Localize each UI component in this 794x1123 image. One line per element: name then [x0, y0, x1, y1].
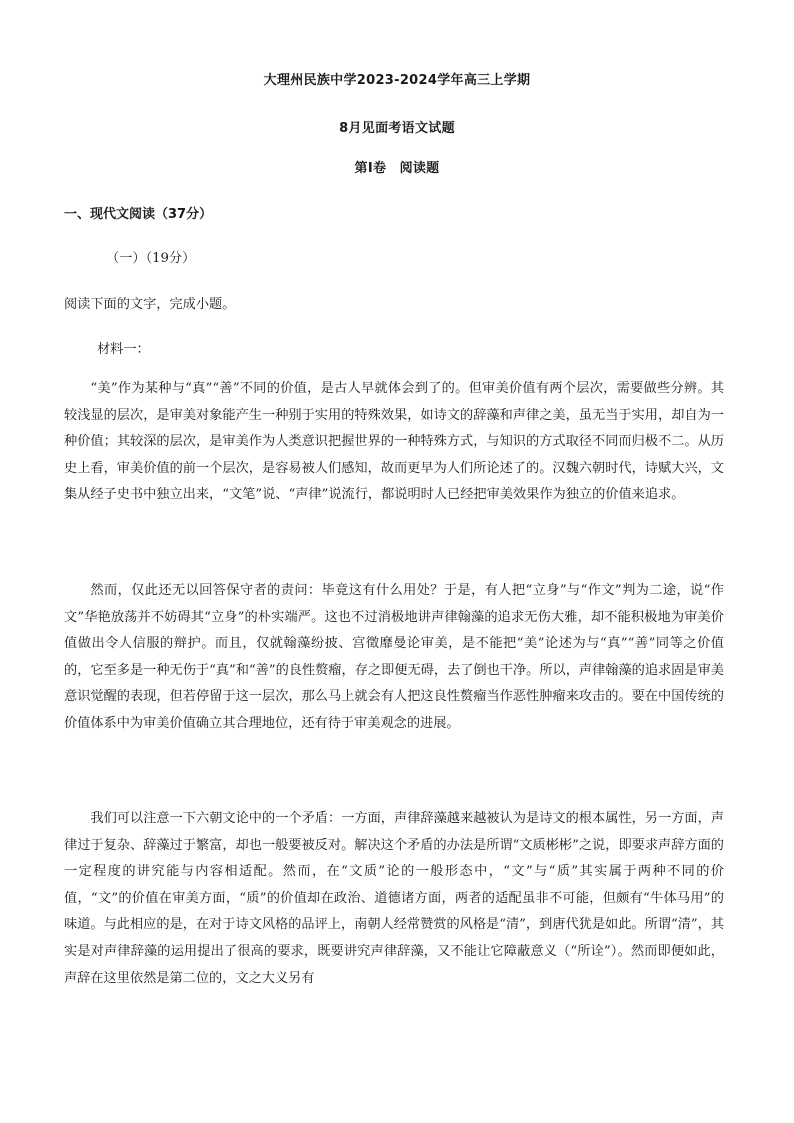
section-heading: 一、现代文阅读（37分）	[64, 207, 213, 222]
paragraph-3: 我们可以注意一下六朝文论中的一个矛盾：一方面，声律辞藻越来越被认为是诗文的根本属性，另一方面，声律过于复杂、辞藻过于繁富，却也一般要被反对。解决这个矛盾的办法是所谓“文质彬彬”之说，即要求声辞方面的一定程度的讲究能与内容相适配。然而，在“文质”论的一般形态中，“文”与“质”其实属于两种不同的价值，“文”的价值在审美方面，“质”的价值却在政治、道德诸方面，两者的适配虽非不可能，但颇有“牛体马用”的味道。与此相应的是，在对于诗文风格的品评上，南朝人经常赞赏的风格是“清”，到唐代犹是如此。所谓“清”，其实是对声律辞藻的运用提出了很高的要求，既要讲究声律辞藻，又不能让它障蔽意义（“所诠”）。然而即便如此，声辞在这里依然是第二位的，文之大义另有	[64, 811, 724, 986]
school-exam-title: 大理州民族中学2023-2024学年高三上学期	[263, 73, 531, 88]
paragraph-1: “美”作为某种与“真”“善”不同的价值，是古人早就体会到了的。但审美价值有两个层次，需要做些分辨。其较浅显的层次，是审美对象能产生一种别于实用的特殊效果，如诗文的辞藻和声律之美，虽无当于实用，却自为一种价值；其较深的层次，是审美作为人类意识把握世界的一种特殊方式，与知识的方式取径不同而归极不二。从历史上看，审美价值的前一个层次，是容易被人们感知，故而更早为人们所论述了的。汉魏六朝时代，诗赋大兴，文集从经子史书中独立出来，“文笔”说、“声律”说流行，都说明时人已经把审美效果作为独立的价值来追求。	[64, 381, 724, 503]
reading-instruction: 阅读下面的文字，完成小题。	[64, 297, 236, 312]
subsection-heading: （一）（19分）	[106, 251, 196, 266]
volume-title: 第Ⅰ卷 阅读题	[354, 161, 440, 176]
material-label: 材料一：	[97, 342, 150, 357]
exam-subject-title: 8月见面考语文试题	[339, 121, 455, 136]
paragraph-2: 然而，仅此还无以回答保守者的责问：毕竟这有什么用处？于是，有人把“立身”与“作文”判为二途，说“作文”华艳放荡并不妨碍其“立身”的朴实端严。这也不过消极地讲声律翰藻的追求无伤大雅，却不能积极地为审美价值做出令人信服的辩护。而且，仅就翰藻纷披、宫徵靡曼论审美，是不能把“美”论述为与“真”“善”同等之价值的，它至多是一种无伤于“真”和“善”的良性赘瘤，存之即便无碍，去了倒也干净。所以，声律翰藻的追求固是审美意识觉醒的表现，但若停留于这一层次，那么马上就会有人把这良性赘瘤当作恶性肿瘤来攻击的。要在中国传统的价值体系中为审美价值确立其合理地位，还有待于审美观念的进展。	[64, 583, 724, 731]
